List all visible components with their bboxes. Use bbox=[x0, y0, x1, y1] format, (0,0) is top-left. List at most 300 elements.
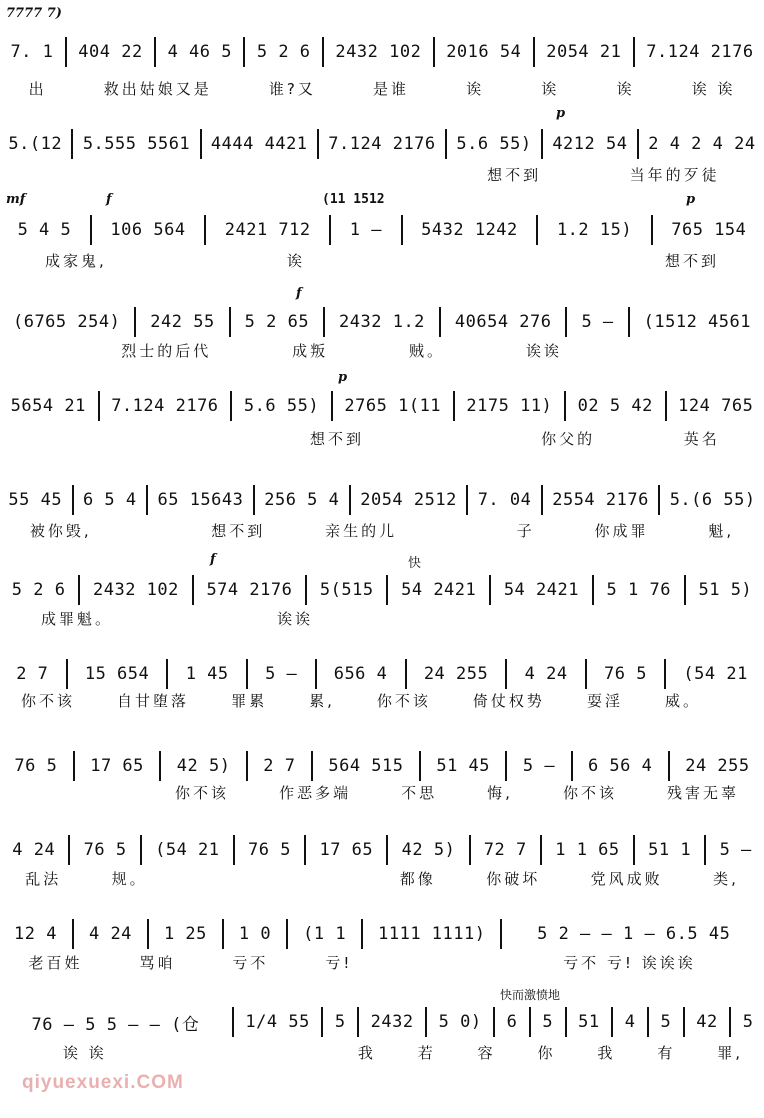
measure: 02 5 42 bbox=[577, 396, 653, 416]
barline bbox=[664, 659, 666, 689]
measure: 24 255 bbox=[685, 756, 750, 776]
barline bbox=[453, 391, 455, 421]
measure: 65 15643 bbox=[157, 490, 244, 510]
measure: 4 bbox=[624, 1012, 636, 1032]
barline bbox=[529, 1007, 531, 1037]
barline bbox=[433, 37, 435, 67]
barline bbox=[331, 391, 333, 421]
barline bbox=[233, 835, 235, 865]
lyric: 诶 bbox=[286, 251, 305, 270]
measure: (1512 4561 bbox=[643, 312, 751, 332]
lyric: 不思 bbox=[401, 783, 438, 802]
measure: 54 2421 bbox=[503, 580, 579, 600]
barline bbox=[140, 835, 142, 865]
measure: 5 1 76 bbox=[606, 580, 671, 600]
lyrics-row-7 bbox=[0, 606, 764, 630]
measure: 4212 54 bbox=[552, 134, 628, 154]
barline bbox=[439, 307, 441, 337]
barline bbox=[329, 215, 331, 245]
lyric: 作恶多端 bbox=[279, 783, 352, 802]
measure: 404 22 bbox=[78, 42, 143, 62]
measure: 106 564 bbox=[110, 220, 186, 240]
mark: f bbox=[296, 286, 302, 301]
measure: 4 46 5 bbox=[167, 42, 232, 62]
barline bbox=[246, 659, 248, 689]
measure: 5 — bbox=[522, 756, 556, 776]
lyric: 你破坏 bbox=[486, 869, 541, 888]
barline bbox=[253, 485, 255, 515]
lyrics-row-10 bbox=[0, 866, 764, 890]
measure: 5 2 — — 1 — 6.5 45 bbox=[537, 924, 731, 944]
barline bbox=[349, 485, 351, 515]
barline bbox=[134, 307, 136, 337]
barline bbox=[684, 575, 686, 605]
barline bbox=[637, 129, 639, 159]
barline bbox=[361, 919, 363, 949]
lyric: 我 bbox=[357, 1043, 376, 1062]
measure: 1 1 65 bbox=[555, 840, 620, 860]
measure: 5.(6 55) bbox=[669, 490, 756, 510]
barline bbox=[505, 751, 507, 781]
mark: f bbox=[210, 552, 216, 567]
lyrics-row-2 bbox=[0, 162, 764, 186]
barline bbox=[200, 129, 202, 159]
lyric: 你 bbox=[537, 1043, 556, 1062]
lyric: 自甘堕落 bbox=[117, 691, 190, 710]
measure: 2 4 2 4 24 bbox=[648, 134, 756, 154]
lyric: 乱法 bbox=[25, 869, 62, 888]
barline bbox=[536, 215, 538, 245]
measure: 5 0) bbox=[438, 1012, 482, 1032]
measure: 564 515 bbox=[328, 756, 404, 776]
measure: 76 5 bbox=[14, 756, 58, 776]
marks-row-5 bbox=[0, 370, 764, 386]
measure: 2054 2512 bbox=[360, 490, 457, 510]
marks-row-7 bbox=[0, 552, 764, 571]
barline bbox=[229, 307, 231, 337]
lyric: 容 bbox=[477, 1043, 496, 1062]
measure: 12 4 bbox=[14, 924, 57, 944]
lyrics-row-6 bbox=[0, 518, 764, 542]
notes-row-2 bbox=[0, 124, 764, 164]
barline bbox=[401, 215, 403, 245]
barline bbox=[321, 1007, 323, 1037]
measure: 51 5) bbox=[698, 580, 753, 600]
site-watermark: qiyuexuexi.COM bbox=[22, 1072, 184, 1093]
mark: p bbox=[338, 370, 348, 385]
barline bbox=[647, 1007, 649, 1037]
lyric: 都像 bbox=[399, 869, 436, 888]
measure: 1 — bbox=[349, 220, 382, 240]
lyric: 诶 bbox=[541, 79, 560, 98]
marks-row-3 bbox=[0, 192, 764, 208]
lyric: 罪, bbox=[717, 1043, 743, 1062]
barline bbox=[159, 751, 161, 781]
measure: (6765 254) bbox=[12, 312, 121, 332]
marks-row-2 bbox=[0, 106, 764, 122]
lyrics-row-1 bbox=[0, 76, 764, 100]
barline bbox=[322, 37, 324, 67]
barline bbox=[565, 307, 567, 337]
barline bbox=[90, 215, 92, 245]
measure: 574 2176 bbox=[206, 580, 293, 600]
measure: 7.124 2176 bbox=[328, 134, 436, 154]
measure: 1/4 55 bbox=[245, 1012, 310, 1032]
lyric: 谁?又 bbox=[268, 79, 316, 98]
marks-row-4 bbox=[0, 286, 764, 302]
measure: (54 21 bbox=[155, 840, 220, 860]
measure: 1.2 15) bbox=[556, 220, 633, 240]
lyric: 类, bbox=[713, 869, 739, 888]
measure: 76 5 bbox=[248, 840, 291, 860]
lyric: 想不到 bbox=[211, 521, 266, 540]
lyrics-row-12 bbox=[0, 1040, 764, 1064]
lyric: 你不该 bbox=[175, 783, 230, 802]
lyric: 亏! bbox=[325, 953, 353, 972]
measure: 2554 2176 bbox=[552, 490, 649, 510]
barline bbox=[166, 659, 168, 689]
barline bbox=[564, 391, 566, 421]
measure: 6 56 4 bbox=[587, 756, 653, 776]
measure: 4 24 bbox=[12, 840, 56, 860]
barline bbox=[71, 129, 73, 159]
lyric: 当年的歹徒 bbox=[629, 165, 720, 184]
lyric: 诶 bbox=[616, 79, 635, 98]
lyric: 亏不 bbox=[232, 953, 269, 972]
barline bbox=[633, 37, 635, 67]
lyric: 你父的 bbox=[541, 429, 596, 448]
lyric: 诶诶 bbox=[277, 609, 314, 628]
measure: 2016 54 bbox=[446, 42, 522, 62]
barline bbox=[445, 129, 447, 159]
measure: 7.124 2176 bbox=[646, 42, 754, 62]
barline bbox=[230, 391, 232, 421]
mark: p bbox=[686, 192, 696, 207]
lyrics-row-9 bbox=[0, 780, 764, 804]
barline bbox=[78, 575, 80, 605]
system-2 bbox=[0, 106, 764, 196]
barline bbox=[286, 919, 288, 949]
measure: 765 154 bbox=[671, 220, 747, 240]
lyric: 罪累 bbox=[231, 691, 268, 710]
lyrics-row-8 bbox=[0, 688, 764, 712]
lyric: 倚仗权势 bbox=[472, 691, 545, 710]
measure: 2 7 bbox=[16, 664, 49, 684]
measure: 5 — bbox=[719, 840, 752, 860]
notes-row-5 bbox=[0, 386, 764, 426]
lyric: 你不该 bbox=[376, 691, 431, 710]
barline bbox=[541, 485, 543, 515]
lyric: 骂咱 bbox=[139, 953, 176, 972]
barline bbox=[232, 1007, 234, 1037]
notes-row-6 bbox=[0, 480, 764, 520]
measure: 6 bbox=[506, 1012, 518, 1032]
barline bbox=[668, 751, 670, 781]
lyric: 被你毁, bbox=[29, 521, 92, 540]
measure: 42 5) bbox=[401, 840, 456, 860]
measure: 15 654 bbox=[84, 664, 150, 684]
barline bbox=[405, 659, 407, 689]
barline bbox=[317, 129, 319, 159]
lyric: 威。 bbox=[664, 691, 701, 710]
measure: 5.555 5561 bbox=[82, 134, 191, 154]
measure: 124 765 bbox=[678, 396, 754, 416]
measure: 1 0 bbox=[238, 924, 272, 944]
measure: 5 2 6 bbox=[256, 42, 311, 62]
barline bbox=[493, 1007, 495, 1037]
measure: 7.124 2176 bbox=[111, 396, 219, 416]
measure: 54 2421 bbox=[401, 580, 477, 600]
system-6 bbox=[0, 470, 764, 560]
barline bbox=[154, 37, 156, 67]
measure: 5 2 65 bbox=[244, 312, 310, 332]
lyric: 悔, bbox=[487, 783, 513, 802]
barline bbox=[68, 835, 70, 865]
barline bbox=[704, 835, 706, 865]
barline bbox=[246, 751, 248, 781]
measure: 4 24 bbox=[524, 664, 568, 684]
measure: 5 bbox=[660, 1012, 672, 1032]
system-4 bbox=[0, 286, 764, 376]
measure: 7. 1 bbox=[10, 42, 54, 62]
measure: 4 24 bbox=[88, 924, 132, 944]
measure: 76 5 bbox=[604, 664, 647, 684]
lyric: 贼。 bbox=[408, 341, 445, 360]
barline bbox=[72, 919, 74, 949]
measure: 5 4 5 bbox=[17, 220, 72, 240]
lyric: 想不到 bbox=[309, 429, 364, 448]
measure: 1 45 bbox=[185, 664, 229, 684]
measure: 17 65 bbox=[319, 840, 374, 860]
barline bbox=[565, 1007, 567, 1037]
barline bbox=[651, 215, 653, 245]
lyric: 残害无辜 bbox=[666, 783, 739, 802]
lyric: 党风成败 bbox=[590, 869, 663, 888]
lyric: 亲生的儿 bbox=[325, 521, 398, 540]
measure: 2421 712 bbox=[224, 220, 311, 240]
measure: 2054 21 bbox=[546, 42, 622, 62]
system-9 bbox=[0, 740, 764, 830]
marks-row-1 bbox=[0, 6, 764, 22]
measure: 2432 102 bbox=[93, 580, 179, 600]
barline bbox=[73, 751, 75, 781]
system-1 bbox=[0, 6, 764, 96]
measure: 51 bbox=[578, 1012, 600, 1032]
barline bbox=[592, 575, 594, 605]
barline bbox=[304, 835, 306, 865]
lyric: 我 bbox=[597, 1043, 616, 1062]
measure: 42 5) bbox=[176, 756, 231, 776]
lyric: 成叛 bbox=[292, 341, 329, 360]
measure: 2765 1(11 bbox=[344, 396, 442, 416]
barline bbox=[243, 37, 245, 67]
measure: 656 4 bbox=[333, 664, 388, 684]
barline bbox=[66, 659, 68, 689]
measure: 5 2 6 bbox=[11, 580, 66, 600]
lyrics-row-4 bbox=[0, 338, 764, 362]
lyric: 救出姑娘又是 bbox=[103, 79, 212, 98]
system-7 bbox=[0, 552, 764, 642]
measure: 4444 4421 bbox=[210, 134, 308, 154]
measure: 40654 276 bbox=[454, 312, 552, 332]
measure: 2432 bbox=[370, 1012, 414, 1032]
barline bbox=[311, 751, 313, 781]
lyric: 子 bbox=[516, 521, 535, 540]
lyric: 想不到 bbox=[487, 165, 542, 184]
measure: 76 5 bbox=[83, 840, 127, 860]
measure: (54 21 bbox=[683, 664, 748, 684]
notes-row-7 bbox=[0, 570, 764, 610]
measure: 5 — bbox=[581, 312, 614, 332]
system-11 bbox=[0, 908, 764, 998]
barline bbox=[305, 575, 307, 605]
notes-row-10 bbox=[0, 830, 764, 870]
mark: 快 bbox=[408, 556, 422, 571]
measure: 1111 1111) bbox=[378, 924, 486, 944]
lyric: 诶 bbox=[466, 79, 485, 98]
lyric: 亏不 亏! 诶诶诶 bbox=[563, 953, 696, 972]
mark: mf bbox=[6, 192, 26, 207]
measure: 72 7 bbox=[483, 840, 527, 860]
mark: 7777 7) bbox=[6, 6, 62, 21]
measure: 7. 04 bbox=[477, 490, 532, 510]
barline bbox=[729, 1007, 731, 1037]
lyric: 你不该 bbox=[562, 783, 617, 802]
measure: 2432 1.2 bbox=[339, 312, 425, 332]
lyric: 想不到 bbox=[665, 251, 720, 270]
measure: 5.(12 bbox=[8, 134, 63, 154]
lyric: 你不该 bbox=[21, 691, 76, 710]
measure: 2175 11) bbox=[466, 396, 553, 416]
measure: 24 255 bbox=[423, 664, 489, 684]
barline bbox=[489, 575, 491, 605]
lyric: 若 bbox=[417, 1043, 436, 1062]
barline bbox=[611, 1007, 613, 1037]
notes-row-3 bbox=[0, 210, 764, 250]
system-8 bbox=[0, 648, 764, 738]
barline bbox=[419, 751, 421, 781]
measure: 5.6 55) bbox=[456, 134, 532, 154]
lyrics-row-3 bbox=[0, 248, 764, 272]
lyric: 老百姓 bbox=[28, 953, 83, 972]
barline bbox=[386, 835, 388, 865]
lyric: 诶 诶 bbox=[691, 79, 736, 98]
barline bbox=[469, 835, 471, 865]
lyric: 是谁 bbox=[372, 79, 409, 98]
lyric: 有 bbox=[657, 1043, 676, 1062]
measure: (1 1 bbox=[303, 924, 347, 944]
notes-row-11 bbox=[0, 914, 764, 954]
measure: 51 45 bbox=[436, 756, 491, 776]
lyric: 耍淫 bbox=[586, 691, 623, 710]
measure: 51 1 bbox=[648, 840, 692, 860]
barline bbox=[357, 1007, 359, 1037]
measure: 42 bbox=[696, 1012, 718, 1032]
mark: p bbox=[556, 106, 566, 121]
lyric: 规。 bbox=[111, 869, 148, 888]
mark: (11 1512 bbox=[322, 192, 385, 207]
lyric: 累, bbox=[309, 691, 335, 710]
barline bbox=[323, 307, 325, 337]
barline bbox=[683, 1007, 685, 1037]
measure: 5432 1242 bbox=[421, 220, 518, 240]
lyric: 诶 诶 bbox=[62, 1043, 107, 1062]
mark: f bbox=[106, 192, 112, 207]
barline bbox=[571, 751, 573, 781]
measure: 5 bbox=[334, 1012, 346, 1032]
measure: 76 — 5 5 — — (仓 bbox=[31, 1014, 200, 1035]
barline bbox=[540, 835, 542, 865]
barline bbox=[500, 919, 502, 949]
measure: 5 — bbox=[265, 664, 298, 684]
barline bbox=[192, 575, 194, 605]
barline bbox=[146, 485, 148, 515]
measure: 2432 102 bbox=[335, 42, 422, 62]
barline bbox=[386, 575, 388, 605]
barline bbox=[628, 307, 630, 337]
measure: 5654 21 bbox=[10, 396, 86, 416]
notes-row-4 bbox=[0, 302, 764, 342]
barline bbox=[222, 919, 224, 949]
barline bbox=[658, 485, 660, 515]
lyric: 出 bbox=[28, 79, 47, 98]
lyric: 英名 bbox=[683, 429, 720, 448]
barline bbox=[585, 659, 587, 689]
measure: 242 55 bbox=[150, 312, 215, 332]
barline bbox=[315, 659, 317, 689]
measure: 55 45 bbox=[8, 490, 63, 510]
system-10 bbox=[0, 824, 764, 914]
notes-row-12 bbox=[0, 1002, 764, 1042]
barline bbox=[541, 129, 543, 159]
lyric: 你成罪 bbox=[594, 521, 649, 540]
lyrics-row-5 bbox=[0, 426, 764, 450]
measure: 5 bbox=[542, 1012, 554, 1032]
mark: 快而激愤地 bbox=[500, 988, 561, 1002]
system-5 bbox=[0, 370, 764, 460]
lyric: 成家鬼, bbox=[45, 251, 107, 270]
measure: 5.6 55) bbox=[243, 396, 320, 416]
measure: 1 25 bbox=[163, 924, 207, 944]
barline bbox=[65, 37, 67, 67]
measure: 5 bbox=[742, 1012, 754, 1032]
marks-row-12 bbox=[0, 986, 764, 1002]
barline bbox=[98, 391, 100, 421]
barline bbox=[633, 835, 635, 865]
barline bbox=[505, 659, 507, 689]
lyric: 诶诶 bbox=[525, 341, 562, 360]
barline bbox=[72, 485, 74, 515]
notes-row-1 bbox=[0, 32, 764, 72]
lyrics-row-11 bbox=[0, 950, 764, 974]
lyric: 魁, bbox=[708, 521, 735, 540]
lyric: 成罪魁。 bbox=[41, 609, 114, 628]
measure: 2 7 bbox=[263, 756, 296, 776]
barline bbox=[533, 37, 535, 67]
system-3 bbox=[0, 192, 764, 282]
lyric: 烈士的后代 bbox=[121, 341, 212, 360]
barline bbox=[665, 391, 667, 421]
barline bbox=[425, 1007, 427, 1037]
measure: 256 5 4 bbox=[264, 490, 340, 510]
barline bbox=[147, 919, 149, 949]
measure: 6 5 4 bbox=[82, 490, 137, 510]
measure: 17 65 bbox=[90, 756, 144, 776]
barline bbox=[204, 215, 206, 245]
measure: 5(515 bbox=[319, 580, 374, 600]
system-12 bbox=[0, 986, 764, 1076]
barline bbox=[466, 485, 468, 515]
